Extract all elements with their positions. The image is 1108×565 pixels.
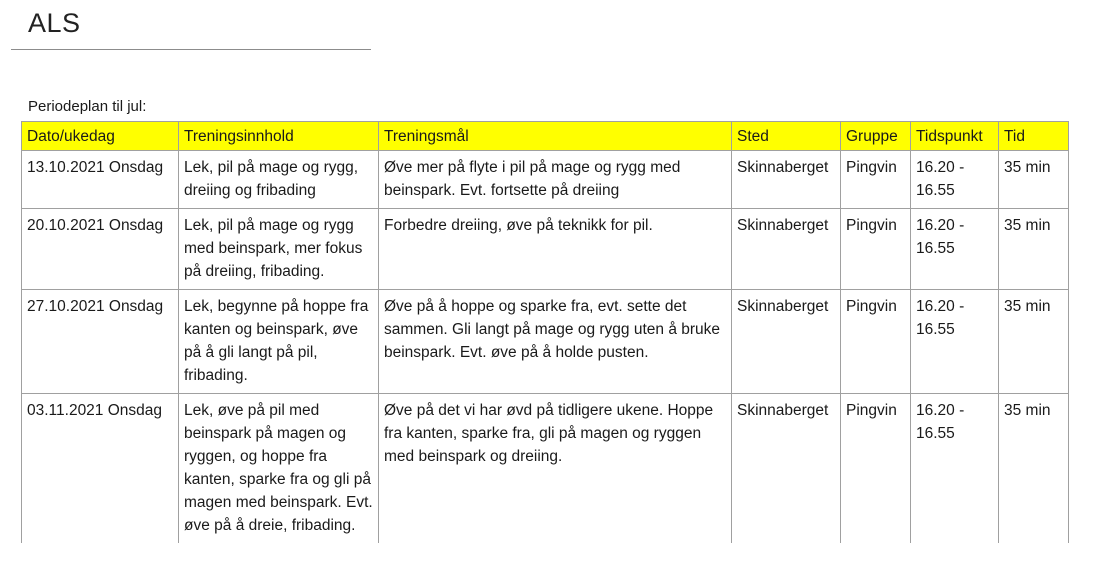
cell-place: Skinnaberget (732, 290, 841, 394)
header-place: Sted (732, 122, 841, 151)
cell-time: 16.20 - 16.55 (911, 394, 999, 544)
cell-time: 16.20 - 16.55 (911, 151, 999, 209)
cell-content: Lek, pil på mage og rygg, dreiing og fribading (179, 151, 379, 209)
cell-goal: Forbedre dreiing, øve på teknikk for pil. (379, 209, 732, 290)
cell-goal: Øve på å hoppe og sparke fra, evt. sette det sammen. Gli langt på mage og rygg uten å bruke beinspark. Evt. øve på å holde pusten. (379, 290, 732, 394)
document-title: ALS (28, 8, 81, 38)
cell-group: Pingvin (841, 290, 911, 394)
cell-place: Skinnaberget (732, 394, 841, 544)
table-row (22, 151, 1069, 209)
header-time: Tidspunkt (911, 122, 999, 151)
table-header-row (22, 122, 1069, 151)
title-underline (11, 49, 371, 50)
cell-goal: Øve på det vi har øvd på tidligere ukene. Hoppe fra kanten, sparke fra, gli på magen og ryggen med beinspark og dreiing. (379, 394, 732, 544)
cell-date: 13.10.2021 Onsdag (22, 151, 179, 209)
table-row (22, 209, 1069, 290)
header-date: Dato/ukedag (22, 122, 179, 151)
cell-time: 16.20 - 16.55 (911, 209, 999, 290)
cell-group: Pingvin (841, 394, 911, 544)
cell-duration: 35 min (999, 209, 1069, 290)
training-plan-table (21, 121, 1069, 543)
cell-content: Lek, begynne på hoppe fra kanten og beinspark, øve på å gli langt på pil, fribading. (179, 290, 379, 394)
cell-date: 03.11.2021 Onsdag (22, 394, 179, 544)
cell-place: Skinnaberget (732, 209, 841, 290)
cell-duration: 35 min (999, 394, 1069, 544)
header-group: Gruppe (841, 122, 911, 151)
cell-content: Lek, øve på pil med beinspark på magen og ryggen, og hoppe fra kanten, sparke fra og gli på magen med beinspark. Evt. øve på å dreie, fribading. (179, 394, 379, 544)
cell-group: Pingvin (841, 209, 911, 290)
cell-date: 27.10.2021 Onsdag (22, 290, 179, 394)
table-row (22, 290, 1069, 394)
header-content: Treningsinnhold (179, 122, 379, 151)
cell-time: 16.20 - 16.55 (911, 290, 999, 394)
cell-group: Pingvin (841, 151, 911, 209)
header-goal: Treningsmål (379, 122, 732, 151)
cell-duration: 35 min (999, 151, 1069, 209)
cell-duration: 35 min (999, 290, 1069, 394)
table-row (22, 394, 1069, 544)
cell-date: 20.10.2021 Onsdag (22, 209, 179, 290)
cell-content: Lek, pil på mage og rygg med beinspark, mer fokus på dreiing, fribading. (179, 209, 379, 290)
cell-goal: Øve mer på flyte i pil på mage og rygg med beinspark. Evt. fortsette på dreiing (379, 151, 732, 209)
header-duration: Tid (999, 122, 1069, 151)
intro-text: Periodeplan til jul: (28, 98, 147, 115)
cell-place: Skinnaberget (732, 151, 841, 209)
